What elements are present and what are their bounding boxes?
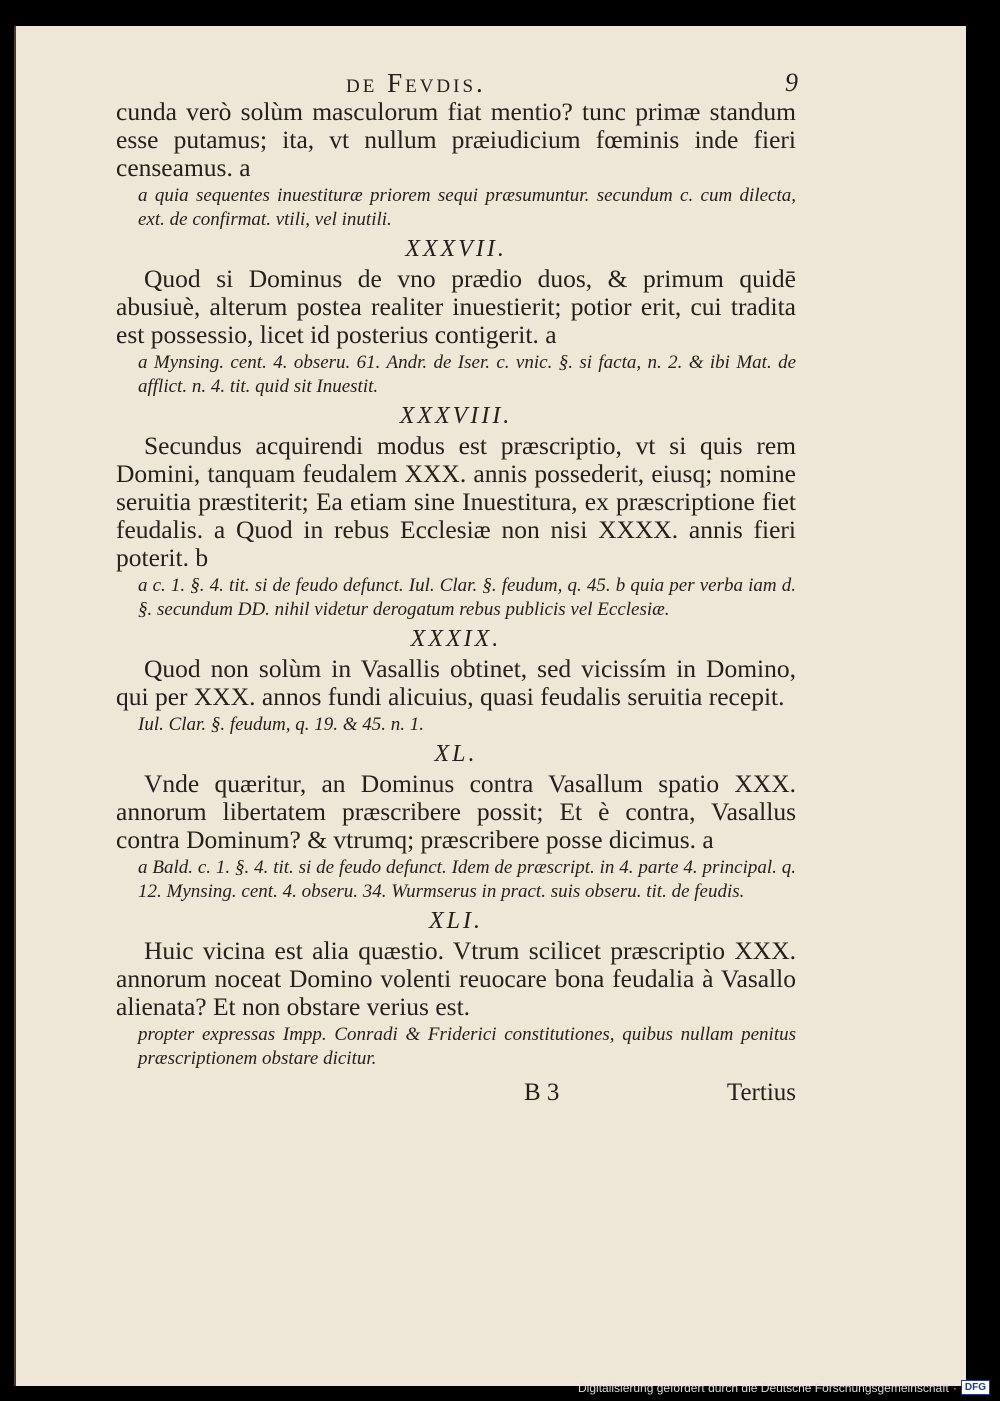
page-content	[116, 68, 796, 1113]
paragraph: Quod non solùm in Vasallis obtinet, sed vicissím in Domino, qui per XXX. annos fundi alicuius, quasi feudalis seruitia recepit.	[116, 654, 796, 711]
page-number: 9	[785, 68, 798, 97]
running-head	[116, 68, 796, 98]
section-number: XLI.	[429, 908, 483, 934]
footnote: Iul. Clar. §. feudum, q. 19. & 45. n. 1.	[138, 714, 425, 735]
section-number: XL.	[434, 741, 478, 767]
running-title: de Fevdis.	[346, 68, 486, 98]
paragraph: Vnde quæritur, an Dominus contra Vasallum spatio XXX. annorum libertatem præscribere possit; Et è contra, Vasallus contra Dominum? & vtrumq; præscribere posse dicimus. a	[116, 769, 796, 854]
dfg-logo-icon: DFG	[961, 1380, 990, 1395]
footnote: a Bald. c. 1. §. 4. tit. si de feudo defunct. Idem de præscript. in 4. parte 4. principal. q. 12. Mynsing. cent. 4. obseru. 34. Wurmserus in pract. suis obseru. tit. de feudis.	[138, 857, 796, 902]
footnote: a c. 1. §. 4. tit. si de feudo defunct. Iul. Clar. §. feudum, q. 45. b quia per verba iam d. §. secundum DD. nihil videtur derogatum rebus publicis vel Ecclesiæ.	[138, 575, 796, 620]
paragraph: Huic vicina est alia quæstio. Vtrum scilicet præscriptio XXX. annorum noceat Domino volenti reuocare bona feudalia à Vasallo alienata? Et non obstare verius est.	[116, 936, 796, 1021]
credit-text: Digitalisierung gefördert durch die Deutsche Forschungsgemeinschaft	[578, 1380, 949, 1395]
catchword: Tertius	[726, 1079, 796, 1106]
digitization-credit: Digitalisierung gefördert durch die Deutsche Forschungsgemeinschaft · DFG	[578, 1380, 990, 1395]
section-number: XXXVII.	[405, 236, 507, 262]
footnote: a Mynsing. cent. 4. obseru. 61. Andr. de Iser. c. vnic. §. si facta, n. 2. & ibi Mat. de afflict. n. 4. tit. quid sit Inuestit.	[138, 352, 796, 397]
paragraph: Secundus acquirendi modus est præscriptio, vt si quis rem Domini, tanquam feudalem XXX. annis possederit, eiusq; nomine seruitia præstiterit; Ea etiam sine Inuestitura, ex præscriptione fiet feudalis. a Quod in rebus Ecclesiæ non nisi XXXX. annis fieri poterit. b	[116, 431, 796, 572]
text-body	[116, 98, 796, 1071]
footnote: a quia sequentes inuestituræ priorem sequi præsumuntur. secundum c. cum dilecta, ext. de confirmat. vtili, vel inutili.	[138, 185, 796, 230]
footnote: propter expressas Impp. Conradi & Friderici constitutiones, quibus nullam penitus præscriptionem obstare dicitur.	[138, 1024, 796, 1069]
book-page	[14, 26, 966, 1386]
section-number: XXXIX.	[410, 626, 502, 652]
page-footer	[116, 1079, 796, 1113]
paragraph: cunda verò solùm masculorum fiat mentio? tunc primæ standum esse putamus; ita, vt nullum præiudicium fœminis inde fieri censeamus. a	[116, 97, 796, 182]
signature-mark: B 3	[524, 1079, 560, 1106]
paragraph: Quod si Dominus de vno prædio duos, & primum quidē abusiuè, alterum postea realiter inuestierit; potior erit, cui tradita est possessio, licet id posterius contigerit. a	[116, 264, 796, 349]
section-number: XXXVIII.	[399, 403, 513, 429]
